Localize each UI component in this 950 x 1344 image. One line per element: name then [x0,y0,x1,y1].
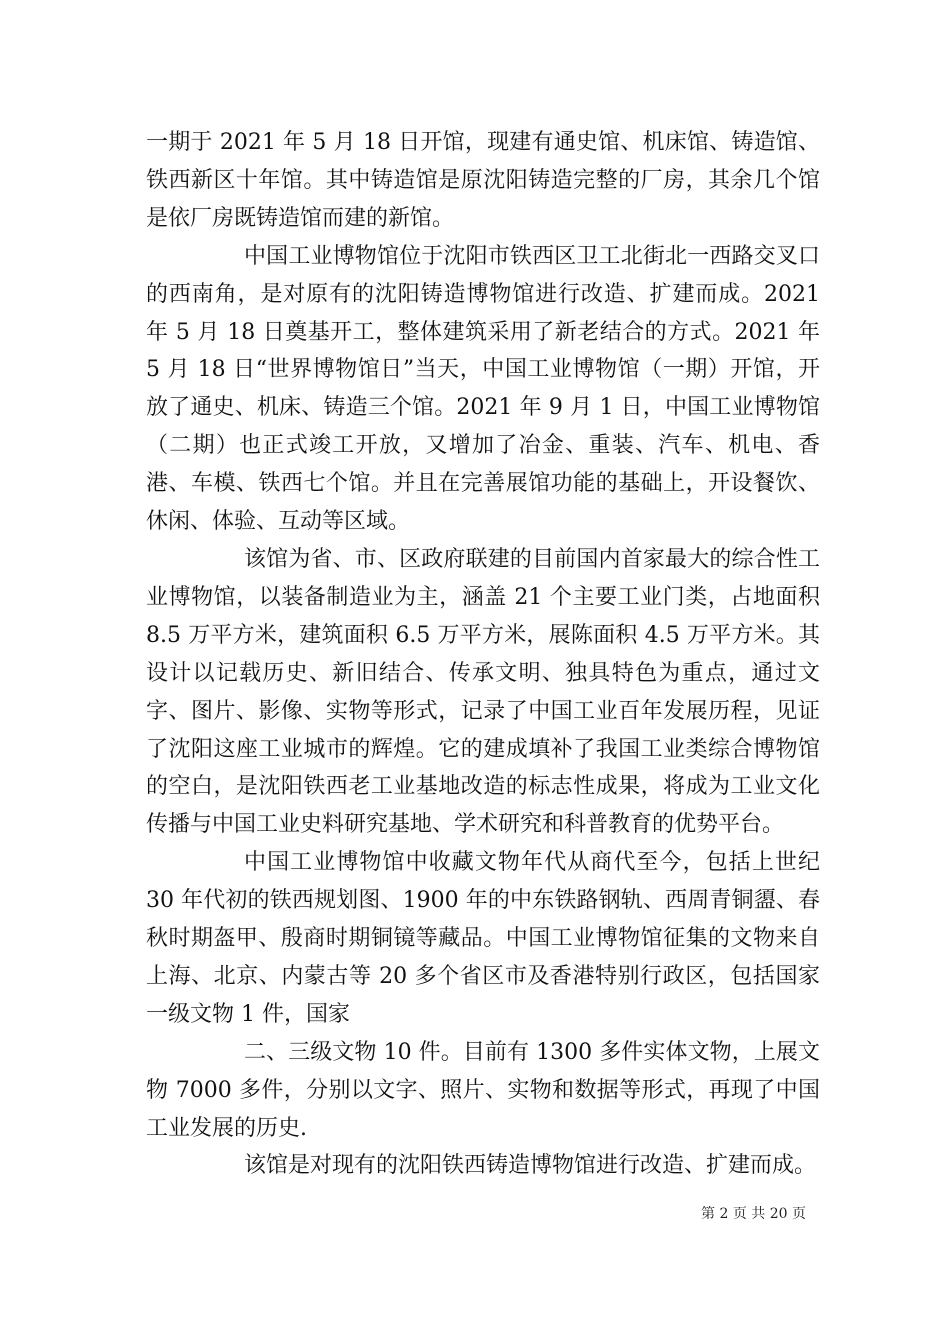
paragraph-3: 该馆为省、市、区政府联建的目前国内首家最大的综合性工业博物馆，以装备制造业为主，涵盖 21 个主要工业门类，占地面积 8.5 万平方米，建筑面积 6.5 万平方米，展陈面积 4.5 万平方米。其设计以记载历史、新旧结合、传承文明、独具特色为重点，通过文字、图片、影像、实物等形式，记录了中国工业百年发展历程，见证了沈阳这座工业城市的辉煌。它的建成填补了我国工业类综合博物馆的空白，是沈阳铁西老工业基地改造的标志性成果，将成为工业文化传播与中国工业史料研究基地、学术研究和科普教育的优势平台。 [146,546,820,838]
page-number-footer: 第 2 页 共 20 页 [701,1206,806,1222]
paragraph-4: 中国工业博物馆中收藏文物年代从商代至今，包括上世纪 30 年代初的铁西规划图、1900 年的中东铁路钢轨、西周青铜盨、春秋时期盔甲、殷商时期铜镜等藏品。中国工业博物馆征集的文物来自上海、北京、内蒙古等 20 多个省区市及香港特别行政区，包括国家一级文物 1 件，国家 [146,850,820,1027]
paragraph-1: 一期于 2021 年 5 月 18 日开馆，现建有通史馆、机床馆、铸造馆、铁西新区十年馆。其中铸造馆是原沈阳铸造完整的厂房，其余几个馆是依厂房既铸造馆而建的新馆。 [146,130,820,231]
paragraph-6: 该馆是对现有的沈阳铁西铸造博物馆进行改造、扩建而成。 [244,1153,817,1179]
document-body [146,124,820,1185]
paragraph-5: 二、三级文物 10 件。目前有 1300 多件实体文物，上展文物 7000 多件，分别以文字、照片、实物和数据等形式，再现了中国工业发展的历史. [146,1039,820,1141]
paragraph-2: 中国工业博物馆位于沈阳市铁西区卫工北街北一西路交叉口的西南角，是对原有的沈阳铸造博物馆进行改造、扩建而成。2021 年 5 月 18 日奠基开工，整体建筑采用了新老结合的方式。2021 年 5 月 18 日“世界博物馆日”当天，中国工业博物馆（一期）开馆，开放了通史、机床、铸造三个馆。2021 年 9 月 1 日，中国工业博物馆（二期）也正式竣工开放，又增加了冶金、重装、汽车、机电、香港、车模、铁西七个馆。并且在完善展馆功能的基础上，开设餐饮、休闲、体验、互动等区域。 [146,243,820,535]
